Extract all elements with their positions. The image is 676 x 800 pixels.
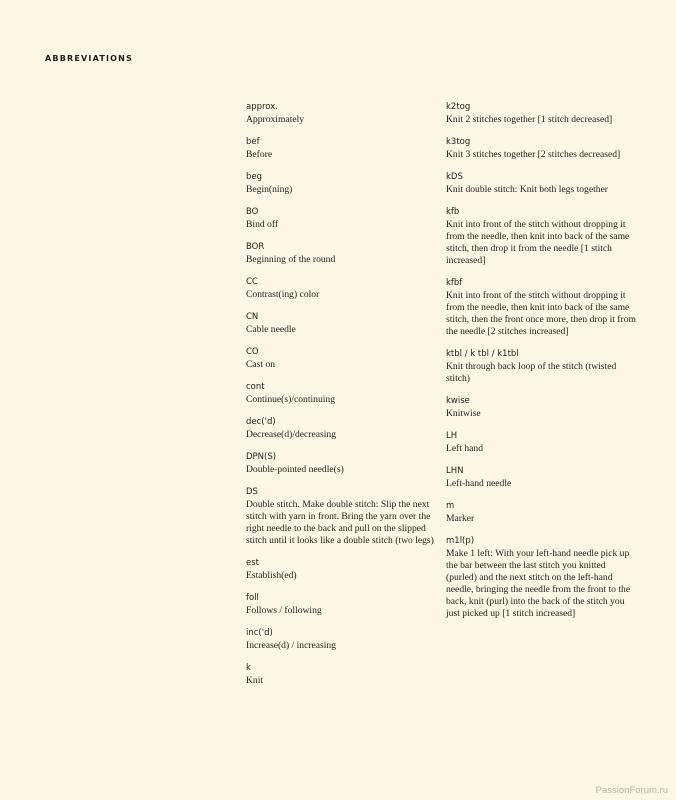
abbreviation-entry — [446, 102, 638, 126]
abbreviation-term: inc('d) — [246, 628, 273, 638]
abbreviation-definition: Bind off — [246, 219, 279, 230]
abbreviation-definition: Knitwise — [446, 408, 481, 419]
abbreviation-term: LH — [446, 431, 458, 441]
abbreviation-definition: Begin(ning) — [246, 184, 293, 195]
abbreviation-entry — [246, 558, 438, 582]
abbreviation-definition: Before — [246, 149, 273, 160]
abbreviation-term: k2tog — [446, 102, 471, 112]
abbreviation-term: DS — [246, 487, 258, 497]
abbreviation-entry — [446, 536, 638, 620]
abbreviation-definition: Knit — [246, 675, 264, 686]
abbreviation-term: k — [246, 663, 251, 673]
abbreviation-definition: Knit double stitch: Knit both legs together — [446, 184, 609, 195]
abbreviation-entry — [446, 466, 638, 490]
abbreviation-entry — [246, 312, 438, 336]
abbreviation-definition: Marker — [446, 513, 475, 524]
abbreviation-term: foll — [246, 593, 259, 603]
page-heading: ABBREVIATIONS — [45, 54, 134, 63]
abbreviation-entry — [246, 452, 438, 476]
abbreviation-term: bef — [246, 137, 260, 147]
abbreviation-entry — [246, 663, 438, 687]
abbreviation-definition: Approximately — [246, 114, 305, 125]
abbreviation-term: kfb — [446, 207, 460, 217]
abbreviation-entry — [246, 207, 438, 231]
abbreviation-term: ktbl / k tbl / k1tbl — [446, 349, 519, 359]
abbreviation-entry — [246, 593, 438, 617]
abbreviation-term: k3tog — [446, 137, 471, 147]
abbreviation-definition: Knit through back loop of the stitch (twisted stitch) — [446, 361, 617, 384]
abbreviation-term: CN — [246, 312, 259, 322]
abbreviation-entry — [446, 501, 638, 525]
abbreviation-definition: Left hand — [446, 443, 484, 454]
abbreviation-definition: Make 1 left: With your left-hand needle pick up the bar between the last stitch you knitted (purled) and the next stitch on the left-hand needle, bringing the needle from the front to the back, knit (purl) into the back of the stitch you just picked up [1 stitch increased] — [446, 548, 631, 619]
abbreviation-definition: Double-pointed needle(s) — [246, 464, 344, 475]
abbreviation-definition: Follows / following — [246, 605, 322, 616]
abbreviation-entry — [446, 172, 638, 196]
abbreviation-term: CO — [246, 347, 259, 357]
abbreviation-entry — [446, 278, 638, 338]
abbreviation-definition: Beginning of the round — [246, 254, 336, 265]
abbreviation-term: LHN — [446, 466, 464, 476]
abbreviation-definition: Cast on — [246, 359, 276, 370]
abbreviation-definition: Decrease(d)/decreasing — [246, 429, 337, 440]
abbreviation-entry — [246, 277, 438, 301]
abbreviation-definition: Left-hand needle — [446, 478, 512, 489]
abbreviation-term: cont — [246, 382, 265, 392]
abbreviation-entry — [246, 487, 438, 547]
abbreviation-term: est — [246, 558, 259, 568]
abbreviation-definition: Cable needle — [246, 324, 296, 335]
abbreviation-term: kfbf — [446, 278, 463, 288]
abbreviation-definition: Knit 3 stitches together [2 stitches decreased] — [446, 149, 621, 160]
abbreviation-definition: Contrast(ing) color — [246, 289, 320, 300]
abbreviation-entry — [446, 396, 638, 420]
abbreviation-term: approx. — [246, 102, 278, 112]
abbreviation-term: m1l(p) — [446, 536, 475, 546]
abbreviation-entry — [246, 102, 438, 126]
abbreviation-entry — [246, 242, 438, 266]
abbreviation-term: DPN(S) — [246, 452, 277, 462]
abbreviation-entry — [446, 137, 638, 161]
abbreviation-entry — [246, 628, 438, 652]
abbreviation-entry — [246, 347, 438, 371]
abbreviations-right-column — [446, 102, 638, 631]
abbreviation-entry — [246, 137, 438, 161]
abbreviation-term: kwise — [446, 396, 470, 406]
abbreviation-term: CC — [246, 277, 258, 287]
abbreviation-entry — [446, 349, 638, 385]
watermark: PassionForum.ru — [595, 785, 668, 796]
abbreviation-definition: Double stitch. Make double stitch: Slip the next stitch with yarn in front. Bring the yarn over the right needle to the back and pull on the slipped stitch until it looks like a double stitch (two legs) — [246, 499, 434, 546]
abbreviations-left-column — [246, 102, 438, 698]
abbreviation-term: kDS — [446, 172, 463, 182]
abbreviation-definition: Continue(s)/continuing — [246, 394, 335, 405]
abbreviation-term: BO — [246, 207, 259, 217]
abbreviation-entry — [246, 382, 438, 406]
abbreviation-entry — [246, 417, 438, 441]
abbreviation-entry — [446, 207, 638, 267]
abbreviation-term: dec('d) — [246, 417, 276, 427]
abbreviation-definition: Knit 2 stitches together [1 stitch decreased] — [446, 114, 613, 125]
abbreviation-term: beg — [246, 172, 263, 182]
abbreviation-entry — [446, 431, 638, 455]
abbreviation-definition: Increase(d) / increasing — [246, 640, 337, 651]
abbreviation-term: BOR — [246, 242, 265, 252]
abbreviation-entry — [246, 172, 438, 196]
abbreviation-definition: Knit into front of the stitch without dropping it from the needle, then knit into back of the same stitch, then drop it from the needle [1 stitch increased] — [446, 219, 630, 266]
abbreviation-definition: Establish(ed) — [246, 570, 297, 581]
abbreviation-definition: Knit into front of the stitch without dropping it from the needle, then knit into back of the same stitch, then the front once more, then drop it from the needle [2 stitches increased] — [446, 290, 636, 337]
abbreviation-term: m — [446, 501, 455, 511]
